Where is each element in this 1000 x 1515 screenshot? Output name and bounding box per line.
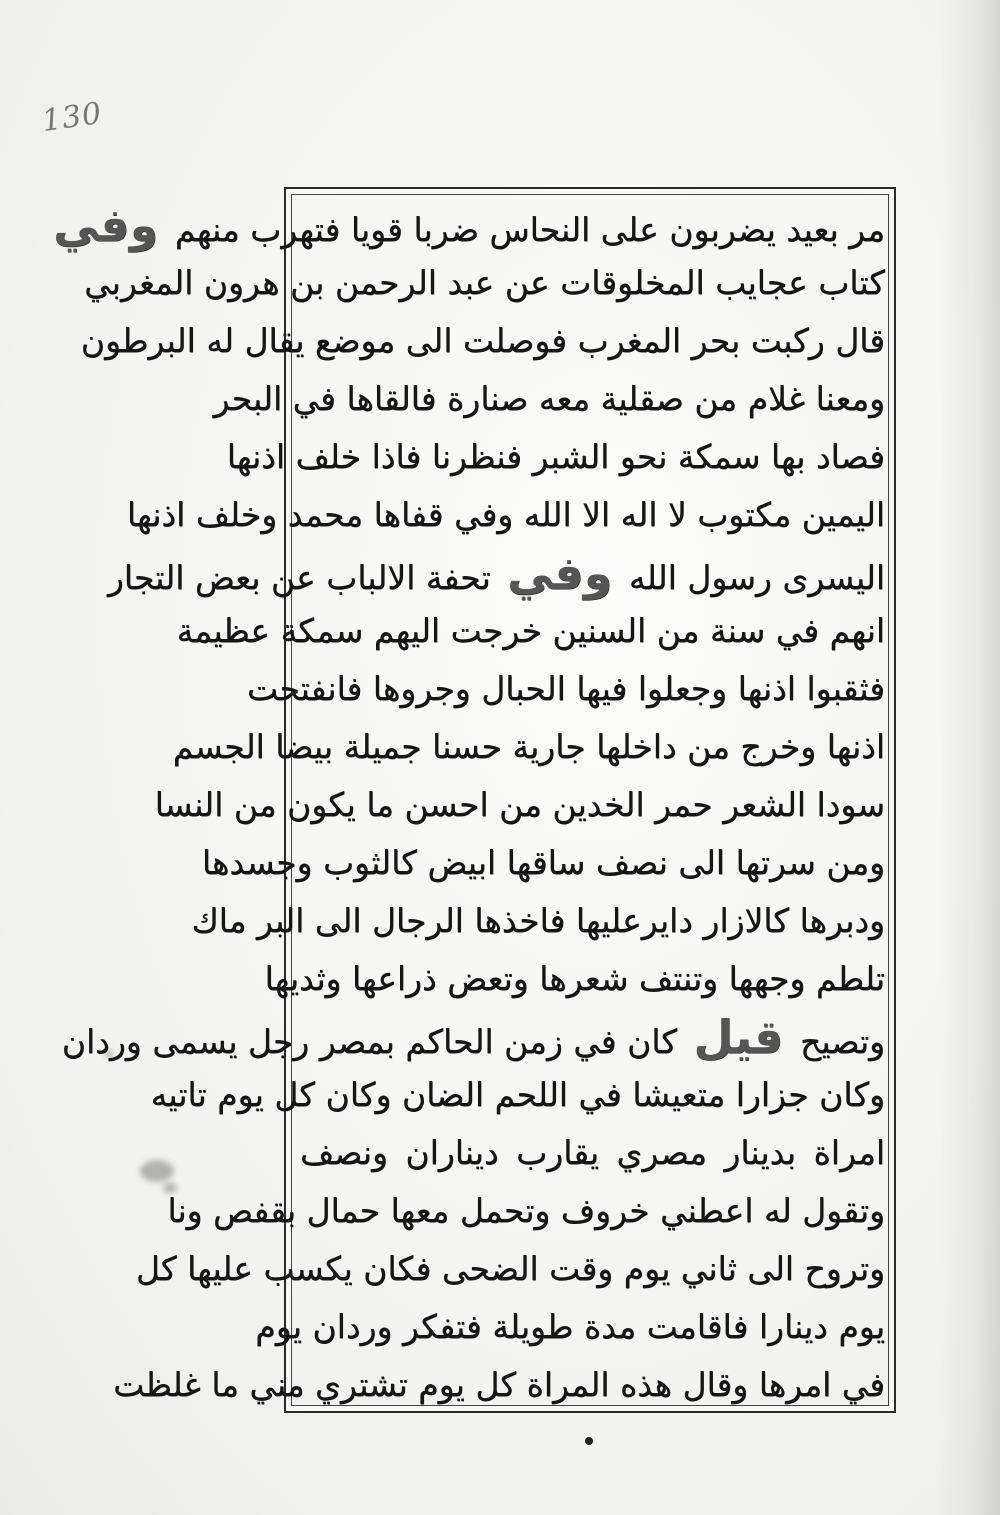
- line-text: كتاب عجايب المخلوقات عن عبد الرحمن بن هرون المغربي: [84, 263, 885, 302]
- manuscript-line: [80, 321, 885, 361]
- rubric-heading: قيل: [693, 1010, 784, 1064]
- line-text: اليسرى رسول الله: [628, 558, 885, 597]
- ink-smudge: [140, 1160, 174, 1182]
- line-text: قال ركبت بحر المغرب فوصلت الى موضع يقال له البرطون: [80, 321, 885, 360]
- manuscript-line: [172, 727, 885, 767]
- line-text: فثقبوا اذنها وجعلوا فيها الحبال وجروها فانفتحت: [246, 669, 885, 708]
- rubric-heading: وفي: [507, 546, 613, 600]
- line-text: انهم في سنة من السنين خرجت اليهم سمكة عظيمة: [176, 611, 885, 650]
- line-text: اذنها وخرج من داخلها جارية حسنا جميلة بيضا الجسم: [172, 727, 885, 766]
- line-text-continued: كان في زمن الحاكم بمصر رجل يسمى وردان: [61, 1022, 678, 1061]
- folio-number: 130: [39, 95, 105, 140]
- manuscript-line: [255, 1307, 885, 1347]
- manuscript-line: [107, 546, 885, 600]
- line-text: اليمين مكتوب لا اله الا الله وفي قفاها محمد وخلف اذنها: [126, 495, 885, 534]
- manuscript-line: [113, 1365, 885, 1405]
- line-text: ومعنا غلام من صقلية معه صنارة فالقاها في البحر: [213, 379, 885, 418]
- line-text: في امرها وقال هذه المراة كل يوم تشتري مني ما غلظت: [113, 1365, 885, 1404]
- line-text: وتصيح: [800, 1022, 885, 1061]
- manuscript-line: [84, 263, 885, 303]
- page-edge-shadow: [940, 0, 1000, 1515]
- line-text: يوم دينارا فاقامت مدة طويلة فتفكر وردان يوم: [255, 1307, 885, 1346]
- line-text: سودا الشعر حمر الخدين من احسن ما يكون من النسا: [154, 785, 885, 824]
- manuscript-line: [201, 843, 885, 883]
- line-text: وكان جزارا متعيشا في اللحم الضان وكان كل يوم تاتيه: [150, 1075, 885, 1114]
- manuscript-line: [213, 379, 885, 419]
- ink-dot: [585, 1437, 593, 1445]
- manuscript-line: [154, 785, 885, 825]
- line-text: ودبرها كالازار دايرعليها فاخذها الرجال الى البر ماك: [191, 901, 885, 940]
- manuscript-line: [167, 1191, 885, 1231]
- manuscript-line: [135, 1249, 885, 1289]
- manuscript-line: [300, 1133, 885, 1173]
- line-text: مر بعيد يضربون على النحاس ضربا قويا فتهرب منهم: [174, 210, 885, 249]
- line-text: فصاد بها سمكة نحو الشبر فنظرنا فاذا خلف اذنها: [226, 437, 885, 476]
- line-text: تلطم وجهها وتنتف شعرها وتعض ذراعها وثديها: [264, 959, 885, 998]
- rubric-heading: وفي: [53, 198, 159, 252]
- manuscript-line: [150, 1075, 885, 1115]
- manuscript-text-block: [53, 198, 885, 1405]
- line-text-continued: تحفة الالباب عن بعض التجار: [107, 558, 491, 597]
- manuscript-line: [53, 198, 885, 252]
- manuscript-line: [191, 901, 885, 941]
- line-text: وتروح الى ثاني يوم وقت الضحى فكان يكسب عليها كل: [135, 1249, 885, 1288]
- line-text: امراة بدينار مصري يقارب ديناران ونصف: [300, 1133, 885, 1172]
- manuscript-line: [246, 669, 885, 709]
- line-text: وتقول له اعطني خروف وتحمل معها حمال بقفص ونا: [167, 1191, 885, 1230]
- manuscript-line: [176, 611, 885, 651]
- manuscript-line: [264, 959, 885, 999]
- line-text: ومن سرتها الى نصف ساقها ابيض كالثوب وجسدها: [201, 843, 885, 882]
- manuscript-line: [226, 437, 885, 477]
- manuscript-line: [61, 1010, 885, 1064]
- manuscript-line: [126, 495, 885, 535]
